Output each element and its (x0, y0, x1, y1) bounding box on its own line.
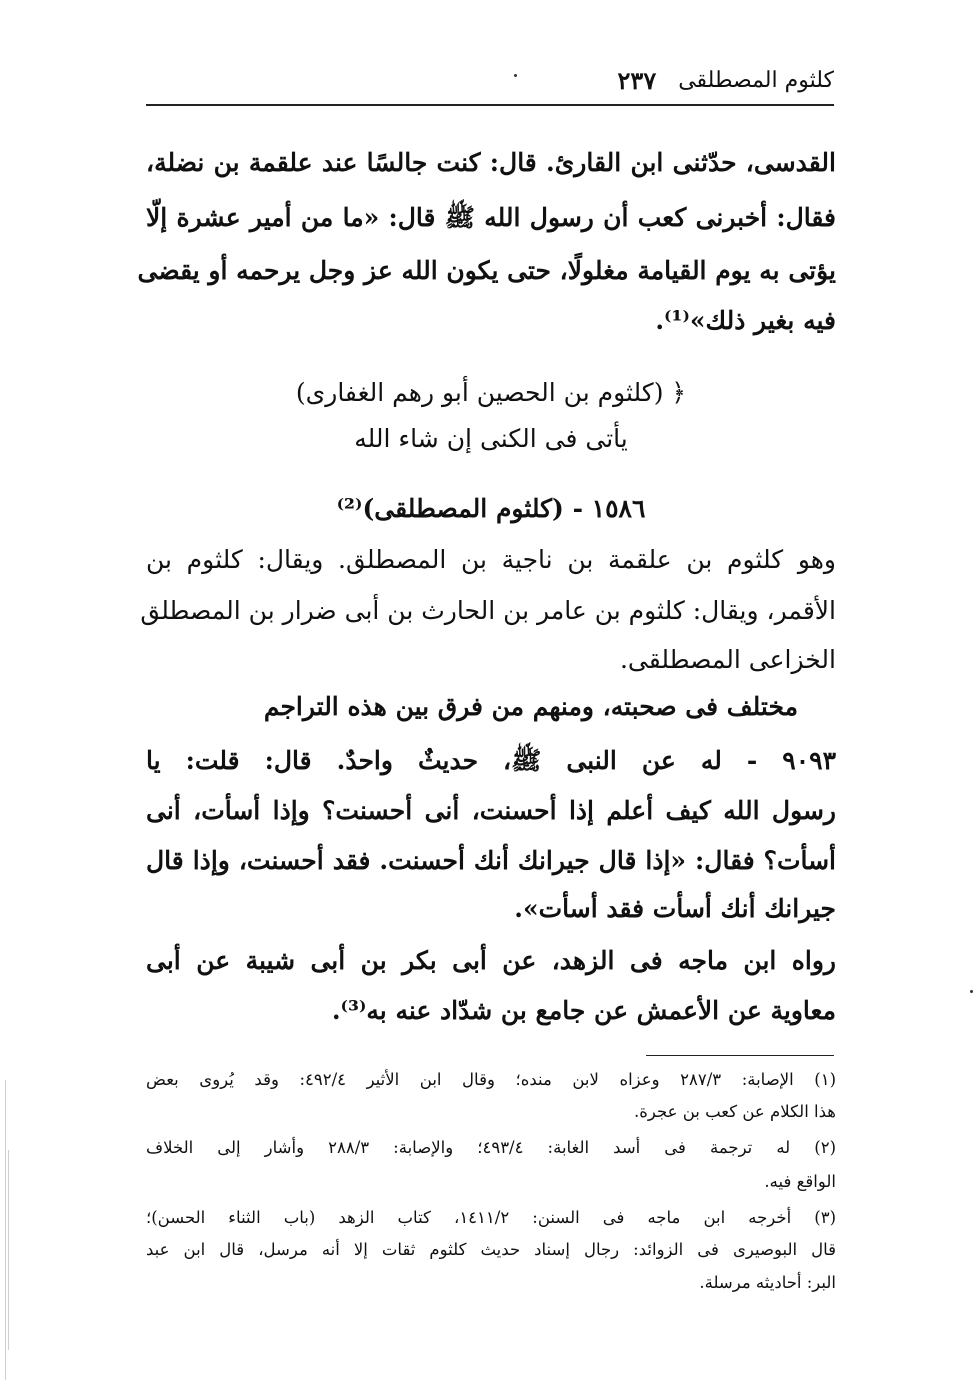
text-line: القدسى، حدّثنى ابن القارئ. قال: كنت جالسًا عند علقمة بن نضلة، (146, 148, 836, 177)
entry-note-line: يأتى فى الكنى إن شاء الله (354, 424, 628, 453)
footnote-line: (١) الإصابة: ٢٨٧/٣ وعزاه لابن منده؛ وقال ابن الأثير ٤٩٢/٤: وقد يُروى بعض (146, 1070, 837, 1089)
scan-speck (970, 990, 973, 993)
text-line: الخزاعى المصطلقى. (619, 645, 836, 674)
text-line: وهو كلثوم بن علقمة بن ناجية بن المصطلق. ويقال: كلثوم بن (146, 545, 836, 574)
footnote-rule (646, 1055, 834, 1056)
text-line: رواه ابن ماجه فى الزهد، عن أبى بكر بن أبى شيبة عن أبى (146, 946, 836, 975)
footnote-line: هذا الكلام عن كعب بن عجرة. (633, 1102, 836, 1121)
page-number: ٢٣٧ (617, 65, 657, 95)
entry-note-line: ﴿ (كلثوم بن الحصين أبو رهم الغفارى) (295, 378, 687, 407)
entry-heading: ١٥٨٦ - (كلثوم المصطلقى)⁽²⁾ (336, 494, 646, 523)
footnote-line: البر: أحاديثه مرسلة. (699, 1273, 836, 1292)
text-line: أسأت؟ فقال: «إذا قال جيرانك أنك أحسنت. فقد أحسنت، وإذا قال (146, 846, 836, 875)
scan-edge (5, 1080, 6, 1380)
text-line: فقال: أخبرنى كعب أن رسول الله ﷺ قال: «ما من أمير عشرة إلّا (146, 203, 836, 232)
text-line: جيرانك أنك أسأت فقد أسأت». (514, 894, 836, 923)
scan-edge (8, 1150, 9, 1350)
scan-speck (514, 74, 517, 77)
text-line: يؤتى به يوم القيامة مغلولًا، حتى يكون الله عز وجل يرحمه أو يقضى (137, 256, 836, 285)
footnote-line: الواقع فيه. (764, 1172, 836, 1191)
header-title: كلثوم المصطلقى (678, 67, 834, 93)
text-line: الأقمر، ويقال: كلثوم بن عامر بن الحارث بن أبى ضرار بن المصطلق (140, 596, 836, 625)
text-line: مختلف فى صحبته، ومنهم من فرق بين هذه التراجم (263, 692, 798, 721)
footnote-line: (٣) أخرجه ابن ماجه فى السنن: ١٤١١/٢، كتاب الزهد (باب الثناء الحسن)؛ (146, 1208, 836, 1227)
footnote-line: قال البوصيرى فى الزوائد: رجال إسناد حديث كلثوم ثقات إلا أنه مرسل، قال ابن عبد (146, 1240, 836, 1259)
header-rule (146, 104, 834, 106)
text-line: فيه بغير ذلك»⁽¹⁾. (655, 306, 836, 335)
text-line: ٩٠٩٣ - له عن النبى ﷺ، حديثٌ واحدٌ. قال: قلت: يا (146, 746, 836, 775)
running-header (146, 58, 834, 102)
footnote-line: (٢) له ترجمة فى أسد الغابة: ٤٩٣/٤؛ والإصابة: ٢٨٨/٣ وأشار إلى الخلاف (146, 1138, 836, 1157)
text-line: رسول الله كيف أعلم إذا أحسنت، أنى أحسنت؟ وإذا أسأت، أنى (146, 796, 836, 825)
text-line: معاوية عن الأعمش عن جامع بن شدّاد عنه به⁽³⁾. (331, 996, 836, 1025)
